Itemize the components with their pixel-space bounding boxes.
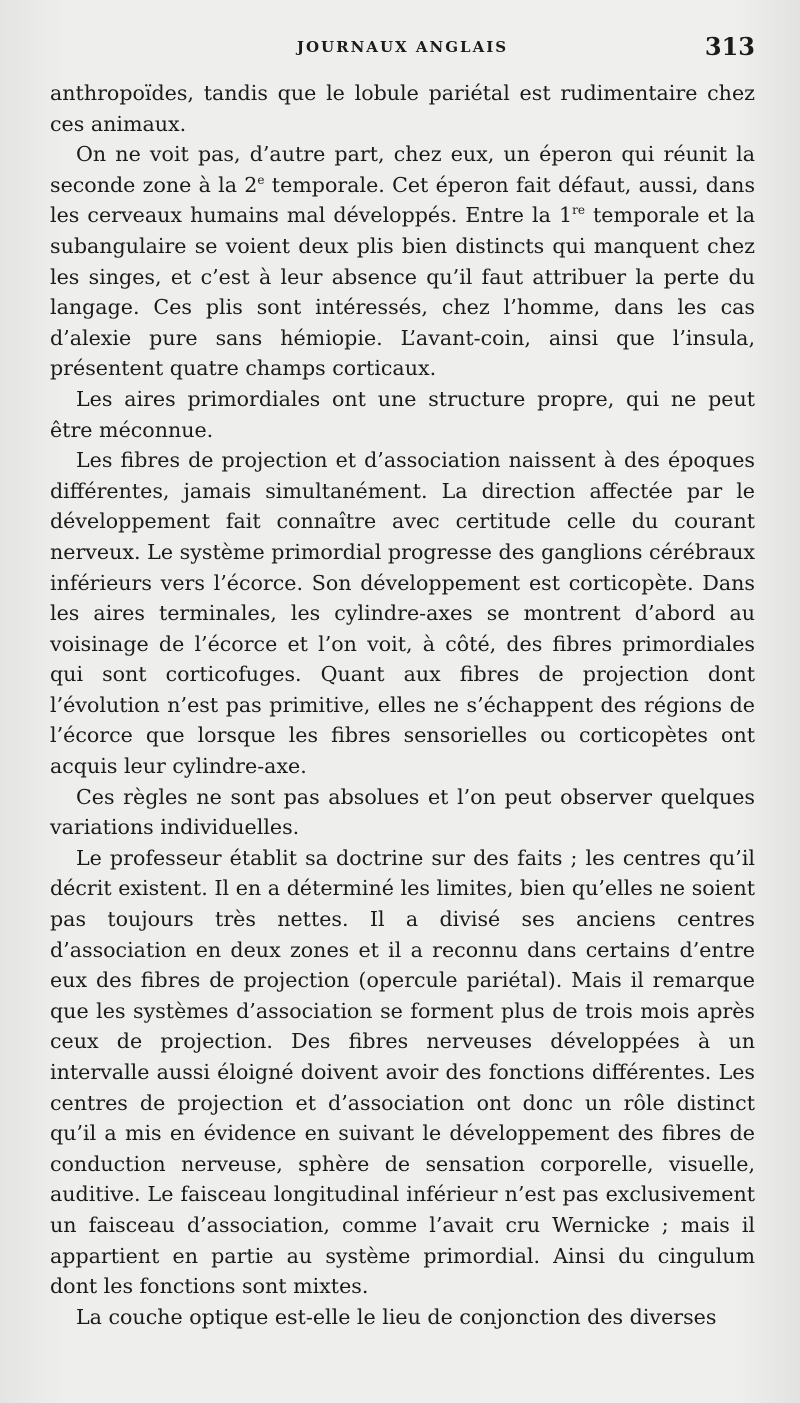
paragraph-2-part-3: temporale et la subangulaire se voient deux plis bien distincts qui manquent chez les singes, et c’est à leur absence qu’il faut attribuer la perte du langage. Ces plis sont intéressés, chez l’homme, dans les cas d’alexie pure sans hémiopie. L’avant-coin, ainsi que l’insula, présentent quatre champs corticaux. (50, 203, 756, 381)
paragraph-3: Les aires primordiales ont une structure propre, qui ne peut être méconnue. (50, 386, 755, 442)
paragraph-6: Le professeur établit sa doctrine sur des faits ; les centres qu’il décrit existent. Il en a déterminé les limites, bien qu’elles ne soient pas toujours très nettes. Il a divisé ses anciens centres d’association en deux zones et il a reconnu dans certains d’entre eux des fibres de projection (opercule pariétal). Mais il remarque que les systèmes d’association se forment plus de trois mois après ceux de projection. Des fibres nerveuses développées à un intervalle aussi éloigné doivent avoir des fonctions différentes. Les centres de projection et d’association ont donc un rôle distinct qu’il a mis en évidence en suivant le développement des fibres de conduction nerveuse, sphère de sensation corporelle, visuelle, auditive. Le faisceau longitudinal inférieur n’est pas exclusivement un faisceau d’association, comme l’avait cru Wernicke ; mais il appartient en partie au système primordial. Ainsi du cingulum dont les fonctions sont mixtes. (50, 845, 755, 1299)
paragraph-2-part-1: On ne voit pas, d’autre part, chez eux, un éperon qui réunit la seconde zone à la 2 (50, 142, 755, 197)
paragraph-1: anthropoïdes, tandis que le lobule pariétal est rudimentaire chez ces animaux. (50, 81, 755, 136)
superscript-e: e (257, 172, 265, 187)
paragraph-2 (50, 139, 755, 384)
superscript-re: re (572, 203, 585, 218)
paragraph-7: La couche optique est-elle le lieu de conjonction des diverses (76, 1304, 717, 1329)
page-header (50, 30, 755, 70)
paragraph-5: Ces règles ne sont pas absolues et l’on peut observer quelques variations individuelles. (50, 784, 755, 840)
page-number: 313 (704, 32, 755, 61)
paragraph-4: Les fibres de projection et d’association naissent à des époques différentes, jamais simultanément. La direction affectée par le développement fait connaître avec certitude celle du courant nerveux. Le système primordial progresse des ganglions cérébraux inférieurs vers l’écorce. Son développement est corticopète. Dans les aires terminales, les cylindre-axes se montrent d’abord au voisinage de l’écorce et l’on voit, à côté, des fibres primordiales qui sont corticofuges. Quant aux fibres de projection dont l’évolution n’est pas primitive, elles ne s’échappent des régions de l’écorce que lorsque les fibres sensorielles ou corticopètes ont acquis leur cylindre-axe. (50, 448, 755, 779)
paragraph-2-part-2: temporale. Cet éperon fait défaut, aussi, dans les cerveaux humains mal développés. Entre la 1 (50, 172, 756, 228)
body-text (50, 78, 755, 1332)
running-head: JOURNAUX ANGLAIS (296, 38, 509, 56)
